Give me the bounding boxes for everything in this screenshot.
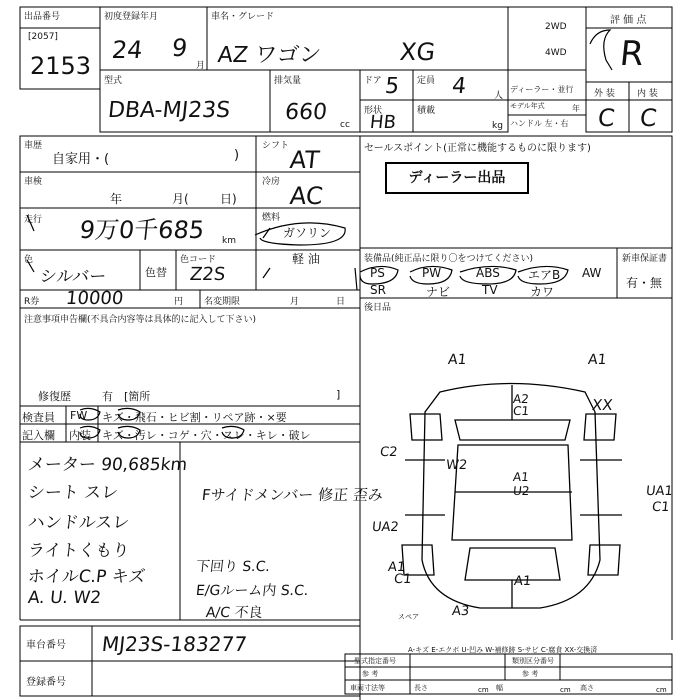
ac-value: AC bbox=[288, 182, 325, 210]
note-line-4: ライトくもり bbox=[26, 541, 131, 561]
name-change-month: 月 bbox=[290, 297, 300, 307]
mark-fender-xx: XX bbox=[591, 396, 614, 414]
model-year-label: モデル年式 bbox=[510, 102, 545, 110]
mileage-value: 9万0千685 bbox=[78, 216, 206, 244]
inspection-label: 車検 bbox=[24, 177, 43, 187]
rating-label: 評 価 点 bbox=[610, 15, 647, 26]
first-reg-label: 初度登録年月 bbox=[104, 12, 159, 22]
chassis-value: MJ23S-183277 bbox=[100, 632, 249, 656]
load-label: 積載 bbox=[417, 106, 436, 116]
history-close: ) bbox=[234, 148, 240, 163]
reference-label-2: 参 考 bbox=[522, 670, 539, 678]
equip-label: 装備品(純正品に限り〇をつけてください) bbox=[364, 254, 534, 264]
door-label: ドア bbox=[364, 76, 382, 86]
chassis-label: 車台番号 bbox=[26, 640, 66, 651]
height-unit: cm bbox=[656, 686, 667, 694]
lot-label: 出品番号 bbox=[24, 12, 61, 22]
color-change-label: 色替 bbox=[145, 266, 167, 279]
cc-label: 排気量 bbox=[274, 76, 302, 86]
history-label: 車歴 bbox=[24, 141, 43, 151]
extra-note-1: 下回り S.C. bbox=[195, 559, 271, 575]
lot-number: 2153 bbox=[30, 52, 92, 80]
inspection-month-unit: 月( bbox=[172, 192, 189, 206]
exterior-label: 外 装 bbox=[594, 89, 615, 99]
fuel-diesel: 軽 油 bbox=[292, 252, 320, 266]
sales-point-label: セールスポイント(正常に機能するものに限ります) bbox=[364, 143, 591, 154]
equip-abs: ABS bbox=[476, 266, 500, 280]
inspection-year-unit: 年 bbox=[110, 192, 123, 206]
width-unit: cm bbox=[560, 686, 571, 694]
mileage-unit: km bbox=[222, 236, 236, 246]
fuel-gasoline: ガソリン bbox=[283, 226, 332, 240]
ac-label: 冷房 bbox=[262, 177, 281, 187]
note-line-6: A. U. W2 bbox=[26, 588, 103, 608]
type-designation-label: 型式指定番号 bbox=[354, 657, 396, 665]
handle-label: ハンドル 左・右 bbox=[510, 119, 569, 128]
cc-unit: cc bbox=[340, 120, 350, 130]
mileage-label: 走行 bbox=[24, 215, 43, 225]
fw-label: FW bbox=[70, 409, 88, 422]
height-label: 高さ bbox=[580, 684, 594, 692]
shift-label: シフト bbox=[262, 141, 290, 151]
repair-has: 有 bbox=[102, 390, 113, 403]
equip-sr: SR bbox=[370, 283, 386, 297]
door-value: 5 bbox=[383, 74, 401, 99]
note-line-1: メーター 90,685km bbox=[26, 455, 189, 475]
notice-label: 注意事項申告欄(不具合内容等は具体的に記入して下さい) bbox=[24, 315, 257, 325]
dealer-import-label: ディーラー・並行 bbox=[510, 85, 574, 94]
equip-pw: PW bbox=[422, 266, 442, 280]
name-change-label: 名変期限 bbox=[204, 297, 241, 307]
mark-right-ua1: UA1 bbox=[645, 484, 674, 499]
category-label: 類別区分番号 bbox=[512, 657, 554, 665]
repair-label: 修復歴 bbox=[38, 390, 71, 403]
first-reg-month-unit: 月 bbox=[196, 61, 206, 71]
mark-rear-a1: A1 bbox=[513, 574, 532, 589]
attached-label: 後日品 bbox=[364, 303, 392, 313]
inspector-label: 検査員 bbox=[22, 411, 55, 424]
spare-label: スペア bbox=[398, 613, 419, 621]
interior-check-items: キズ・汚レ・コゲ・穴・スレ・キレ・破レ bbox=[102, 429, 311, 442]
history-value: 自家用・( bbox=[52, 152, 110, 167]
cc-value: 660 bbox=[283, 100, 329, 125]
fw-items: キズ・飛石・ヒビ割・リペア跡・×要 bbox=[102, 411, 287, 424]
equip-leather: カワ bbox=[530, 285, 555, 299]
equip-ps: PS bbox=[370, 266, 385, 280]
interior-value: C bbox=[638, 104, 659, 132]
capacity-unit: 人 bbox=[494, 91, 504, 101]
capacity-value: 4 bbox=[450, 74, 468, 99]
width-label: 幅 bbox=[496, 684, 503, 692]
mark-left-c2: C2 bbox=[379, 445, 399, 460]
damage-legend: A-キズ E-エクボ U-凹み W-補修跡 S-サビ C-腐食 XX-交換済 bbox=[408, 646, 598, 654]
r-value: 10000 bbox=[64, 288, 125, 309]
shape-value: HB bbox=[368, 112, 397, 133]
drive-2wd: 2WD bbox=[545, 22, 567, 32]
mark-left-w2: W2 bbox=[445, 458, 468, 473]
equip-tv: TV bbox=[482, 283, 498, 297]
lot-small: [2057] bbox=[28, 32, 58, 42]
model-year-unit: 年 bbox=[572, 104, 580, 113]
interior-label: 内 装 bbox=[637, 89, 658, 99]
dims-label: 車両寸法等 bbox=[350, 684, 385, 692]
mark-front-right: A1 bbox=[587, 352, 608, 368]
grade: XG bbox=[398, 38, 437, 66]
r-unit: 円 bbox=[174, 297, 184, 307]
color-code-label: 色コード bbox=[180, 255, 217, 265]
fuel-label: 燃料 bbox=[262, 213, 281, 223]
capacity-label: 定員 bbox=[417, 76, 436, 86]
record-label: 記入欄 bbox=[22, 429, 55, 442]
reference-label: 参 考 bbox=[362, 670, 379, 678]
note-line-3: ハンドルスレ bbox=[26, 513, 131, 533]
mark-rear-left-ua2: UA2 bbox=[371, 520, 400, 535]
mark-rear-wheel-a1: A1 bbox=[387, 560, 406, 575]
mark-hood-a2: A2 bbox=[512, 392, 530, 406]
mark-front-left: A1 bbox=[447, 352, 468, 368]
equip-airbag: エアB bbox=[528, 268, 561, 282]
mark-hood-c1: C1 bbox=[512, 404, 530, 418]
reg-label: 登録番号 bbox=[26, 677, 66, 688]
length-unit: cm bbox=[478, 686, 489, 694]
r-label: R券 bbox=[24, 297, 40, 307]
name-change-day: 日 bbox=[336, 297, 346, 307]
note-line-2: シート スレ bbox=[26, 483, 120, 503]
note-line-5: ホイルC.P キズ bbox=[26, 567, 147, 587]
drive-4wd: 4WD bbox=[545, 48, 567, 58]
car-name-label: 車名・グレード bbox=[211, 12, 275, 22]
first-reg-month: 9 bbox=[170, 34, 189, 62]
color-label: 色 bbox=[24, 255, 34, 265]
color-value: シルバー bbox=[38, 267, 108, 287]
rating-value: R bbox=[617, 34, 646, 74]
shape-label: 形状 bbox=[364, 106, 383, 116]
mark-roof-u2: U2 bbox=[512, 484, 531, 498]
mark-rear-a3: A3 bbox=[451, 604, 470, 619]
dealer-stamp: ディーラー出品 bbox=[385, 162, 529, 194]
inspection-day-unit: 日) bbox=[220, 192, 237, 206]
warranty-value: 有・無 bbox=[626, 276, 663, 290]
exterior-value: C bbox=[596, 104, 617, 132]
mark-roof-a1: A1 bbox=[512, 470, 530, 484]
mark-right-c1: C1 bbox=[651, 500, 671, 515]
warranty-label: 新車保証書 bbox=[622, 254, 668, 264]
repair-close: ] bbox=[336, 388, 341, 401]
model-value: DBA-MJ23S bbox=[106, 98, 232, 123]
color-code-value: Z2S bbox=[188, 264, 227, 285]
car-name: AZ ワゴン bbox=[216, 43, 323, 68]
model-label: 型式 bbox=[104, 76, 123, 86]
shift-value: AT bbox=[288, 146, 321, 174]
extra-note-3: A/C 不良 bbox=[205, 605, 264, 621]
interior-check-label: 内装 bbox=[69, 429, 91, 442]
load-unit: kg bbox=[492, 121, 503, 131]
equip-navi: ナビ bbox=[426, 285, 451, 299]
first-reg-year: 24 bbox=[110, 36, 145, 64]
extra-note-2: E/Gルーム内 S.C. bbox=[195, 583, 310, 599]
mark-rear-wheel-c1: C1 bbox=[393, 572, 413, 587]
equip-aw: AW bbox=[582, 266, 602, 280]
repair-where: [箇所 bbox=[124, 390, 151, 403]
frame-note: Fサイドメンバー 修正 歪み bbox=[201, 486, 384, 504]
length-label: 長さ bbox=[414, 684, 428, 692]
